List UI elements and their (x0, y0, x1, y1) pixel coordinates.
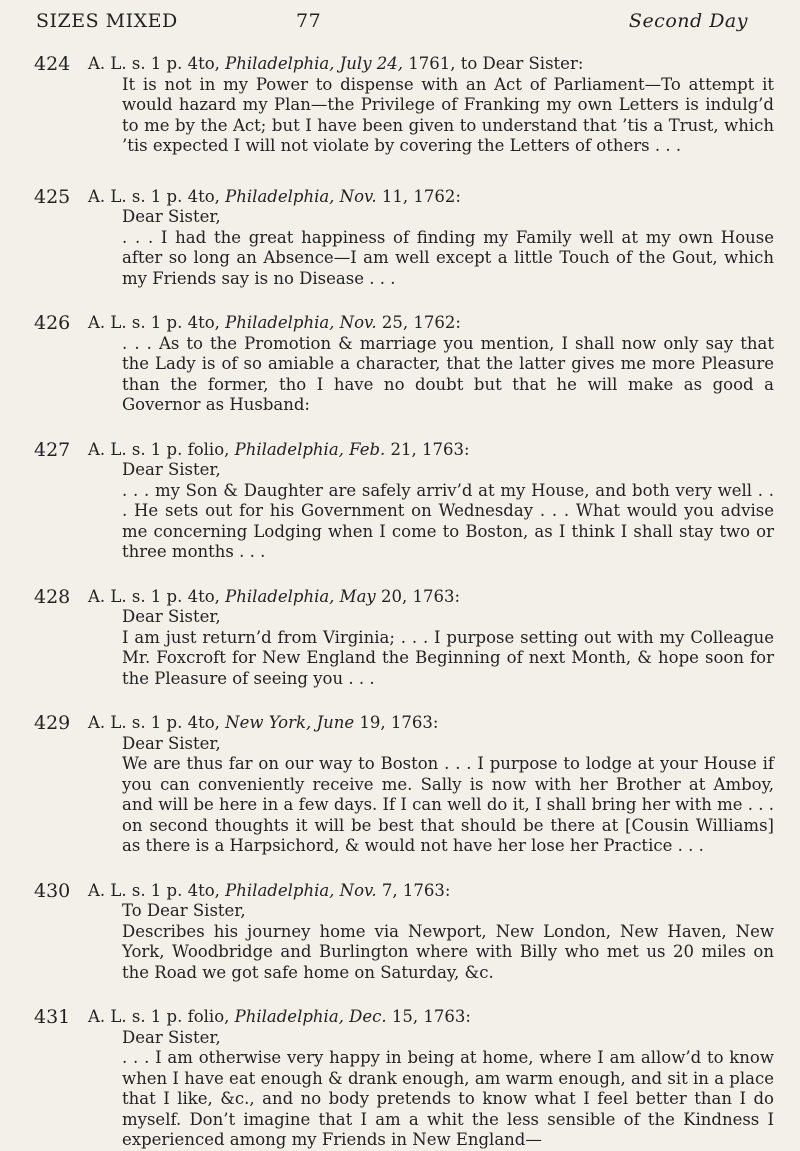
lot-number: 431 (34, 1006, 71, 1028)
lot-entry (34, 713, 774, 857)
lot-description: A. L. s. 1 p. 4to, (88, 54, 226, 73)
lot-body (88, 187, 774, 290)
lot-date-rest: 1761, to Dear Sister: (403, 54, 584, 73)
lot-place-date: Philadelphia, July 24, (225, 54, 403, 73)
lot-text: It is not in my Power to dispense with an Act of Parliament—To attempt it would hazard my Plan—the Privilege of Franking my own Letters is indulg’d to me by the Act; but I have been given to understand that ’tis a Trust, which ’tis expected I will not violate by covering the Letters of others . . . (122, 74, 774, 155)
lot-heading (88, 187, 774, 208)
lot-text: I am just return’d from Virginia; . . . I purpose setting out with my Colleague Mr. Foxcroft for New England the Beginning of next Month, & hope soon for the Pleasure of seeing you . . . (122, 627, 774, 688)
lot-place-date: Philadelphia, Nov. (225, 880, 377, 900)
lot-place-date: New York, June (225, 713, 355, 732)
lot-text: Describes his journey home via Newport, New London, New Haven, New York, Woodbridge and Burlington where with Billy who met us 20 miles on the Road we got safe home on Saturday, &c. (122, 921, 774, 982)
page-number: 77 (296, 10, 322, 32)
lot-place-date: Philadelphia, Nov. (225, 313, 377, 332)
lot-number: 430 (34, 879, 71, 902)
lot-entry (34, 881, 774, 984)
lot-number: 429 (34, 712, 71, 734)
lot-description: A. L. s. 1 p. folio, (88, 439, 235, 459)
lot-heading (88, 313, 774, 334)
lot-entry (34, 587, 774, 690)
header-section-title: SIZES MIXED (36, 10, 178, 32)
lot-date-rest: 15, 1763: (386, 1007, 471, 1026)
lot-heading (88, 54, 774, 75)
lot-body (88, 313, 774, 416)
lot-body (88, 881, 774, 984)
lot-entry (34, 313, 774, 416)
lot-salutation: Dear Sister, (122, 1027, 221, 1047)
lot-text: . . . As to the Promotion & marriage you mention, I shall now only say that the Lady is of so amiable a character, that the latter gives me more Pleasure than the former, tho I have no doubt but that he will make as good a Governor as Husband: (122, 333, 774, 414)
lot-date-rest: 11, 1762: (376, 186, 461, 206)
lot-text: We are thus far on our way to Boston . . . I purpose to lodge at your House if you can conveniently receive me. Sally is now with her Brother at Amboy, and will be here in a few days. If I can well do it, I shall bring her with me . . . on second thoughts it will be best that should be there at [Cousin Williams] as there is a Harpsichord, & would not have her lose her Practice . . . (122, 754, 774, 855)
lot-place-date: Philadelphia, Dec. (234, 1007, 387, 1026)
lot-description: A. L. s. 1 p. 4to, (88, 186, 226, 206)
lot-entry (34, 1007, 774, 1151)
lot-body (88, 587, 774, 690)
lot-body (88, 54, 774, 157)
header-day: Second Day (628, 10, 748, 32)
lot-number: 427 (34, 438, 71, 461)
page-header (34, 0, 774, 52)
lot-number: 424 (34, 53, 71, 75)
lot-description: A. L. s. 1 p. 4to, (88, 713, 226, 732)
lot-salutation: Dear Sister, (122, 733, 221, 753)
lot-place-date: Philadelphia, Nov. (225, 186, 377, 206)
lot-salutation: Dear Sister, (122, 207, 221, 226)
lot-salutation: Dear Sister, (122, 460, 221, 479)
lot-entry (34, 440, 774, 563)
lot-date-rest: 25, 1762: (376, 313, 461, 332)
lot-heading (88, 1007, 774, 1028)
lot-text: . . . I am otherwise very happy in being at home, where I am allow’d to know when I have eat enough & drank enough, am warm enough, and sit in a place that I like, &c., and no body pretends to know what I feel better than I do myself. Don’t imagine that I am a whit the less sensible of the Kindness I experienced among my Friends in New England— (122, 1048, 774, 1149)
lot-entry (34, 187, 774, 290)
lot-salutation: Dear Sister, (122, 607, 221, 626)
lot-number: 425 (34, 185, 71, 208)
lot-text: . . . my Son & Daughter are safely arriv’d at my House, and both very well . . . He sets out for his Government on Wednesday . . . What would you advise me concerning Lodging when I come to Boston, as I think I shall stay two or three months . . . (122, 480, 774, 561)
lot-place-date: Philadelphia, May (225, 586, 376, 606)
lot-place-date: Philadelphia, Feb. (234, 439, 386, 459)
lot-heading (88, 881, 774, 902)
lot-description: A. L. s. 1 p. folio, (88, 1007, 235, 1026)
lot-salutation: To Dear Sister, (122, 901, 246, 920)
lot-date-rest: 21, 1763: (385, 439, 470, 459)
lot-entry (34, 54, 774, 157)
lot-date-rest: 20, 1763: (375, 586, 461, 606)
lot-date-rest: 7, 1763: (376, 880, 451, 900)
lot-body (88, 713, 774, 857)
lot-description: A. L. s. 1 p. 4to, (88, 313, 226, 332)
lot-description: A. L. s. 1 p. 4to, (88, 880, 226, 900)
lot-text: . . . I had the great happiness of finding my Family well at my own House after so long an Absence—I am well except a little Touch of the Gout, which my Friends say is no Disease . . . (122, 227, 774, 288)
lot-number: 426 (34, 312, 71, 334)
lot-heading (88, 587, 774, 608)
lot-body (88, 1007, 774, 1151)
lot-description: A. L. s. 1 p. 4to, (88, 586, 226, 606)
lot-heading (88, 440, 774, 461)
lot-body (88, 440, 774, 563)
lot-number: 428 (34, 585, 71, 608)
lot-heading (88, 713, 774, 734)
lot-date-rest: 19, 1763: (354, 713, 439, 732)
